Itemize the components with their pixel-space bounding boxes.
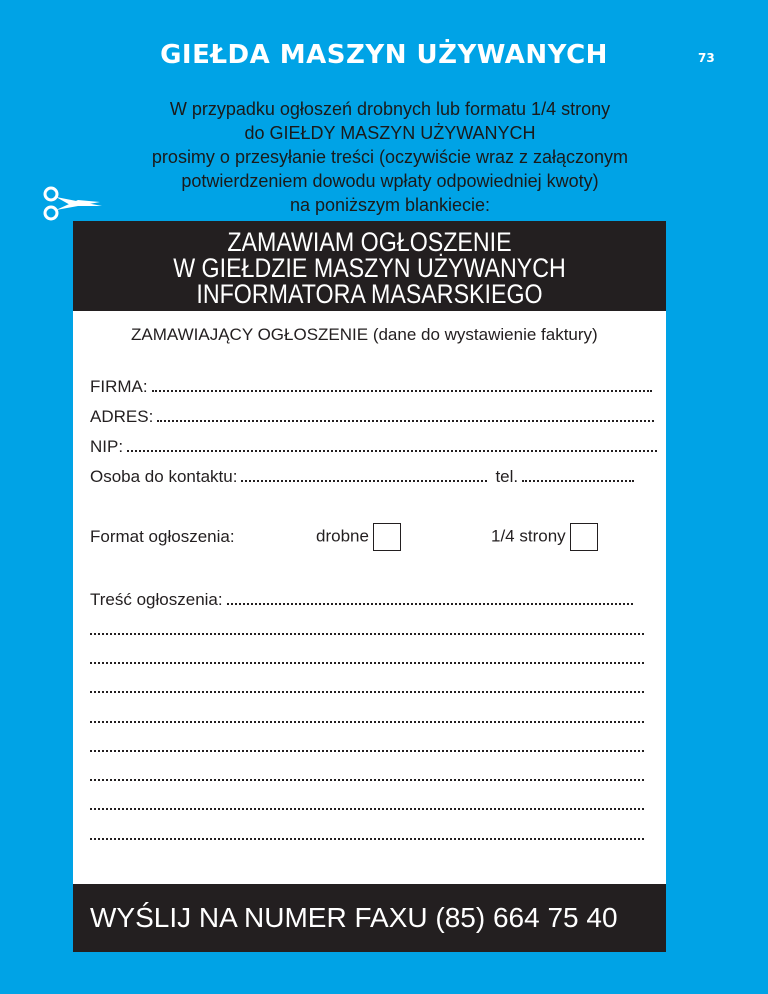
option-small-label: drobne — [316, 526, 369, 546]
firma-field[interactable] — [90, 377, 652, 397]
content-dotted-line — [227, 602, 633, 605]
intro-line: potwierdzeniem dowodu wpłaty odpowiedniej kwoty) — [181, 171, 599, 191]
option-small-checkbox[interactable] — [373, 523, 401, 551]
dotted-line — [90, 778, 644, 781]
form-header — [73, 221, 666, 311]
dotted-line — [90, 690, 644, 693]
form-header-line: W GIEŁDZIE MASZYN UŻYWANYCH — [173, 253, 566, 283]
dotted-line — [90, 807, 644, 810]
fax-instruction: WYŚLIJ NA NUMER FAXU (85) 664 75 40 — [90, 902, 618, 933]
contact-label: Osoba do kontaktu: — [90, 467, 238, 486]
order-form — [73, 221, 666, 952]
dotted-line — [90, 661, 644, 664]
scissors-icon — [42, 186, 104, 222]
contact-dotted-line — [241, 479, 487, 482]
content-line[interactable] — [90, 649, 644, 669]
content-line[interactable] — [90, 825, 644, 845]
content-line[interactable] — [90, 795, 644, 815]
intro-text — [60, 97, 720, 217]
intro-line: na poniższym blankiecie: — [289, 195, 491, 215]
fax-banner — [73, 884, 666, 952]
content-line[interactable] — [90, 737, 644, 757]
content-line[interactable] — [90, 620, 644, 640]
nip-label: NIP: — [90, 437, 124, 456]
option-quarter-label: 1/4 strony — [491, 526, 566, 546]
form-subheading: ZAMAWIAJĄCY OGŁOSZENIE (dane do wystawienie faktury) — [131, 325, 598, 344]
content-line[interactable] — [90, 708, 644, 728]
format-label: Format ogłoszenia: — [90, 527, 235, 546]
dotted-line — [90, 837, 644, 840]
form-header-line: ZAMAWIAM OGŁOSZENIE — [227, 227, 512, 257]
format-option-small[interactable] — [316, 523, 401, 551]
intro-line: prosimy o przesyłanie treści (oczywiście wraz z załączonym — [151, 147, 629, 167]
nip-dotted-line — [127, 449, 657, 452]
format-option-quarter[interactable] — [491, 523, 598, 551]
adres-label: ADRES: — [90, 407, 154, 426]
adres-field[interactable] — [90, 407, 654, 427]
content-field[interactable] — [90, 590, 633, 610]
tel-dotted-line — [522, 479, 634, 482]
firma-label: FIRMA: — [90, 377, 148, 396]
nip-field[interactable] — [90, 437, 657, 457]
dotted-line — [90, 749, 644, 752]
dotted-line — [90, 720, 644, 723]
tel-label: tel. — [495, 467, 519, 486]
content-line[interactable] — [90, 678, 644, 698]
intro-line: W przypadku ogłoszeń drobnych lub formatu 1/4 strony — [169, 99, 611, 119]
page-title: GIEŁDA MASZYN UŻYWANYCH — [160, 40, 608, 70]
contact-field[interactable] — [90, 467, 634, 487]
form-header-line: INFORMATORA MASARSKIEGO — [196, 279, 543, 309]
content-line[interactable] — [90, 766, 644, 786]
page-number: 73 — [698, 51, 715, 65]
firma-dotted-line — [152, 389, 652, 392]
option-quarter-checkbox[interactable] — [570, 523, 598, 551]
adres-dotted-line — [157, 419, 654, 422]
content-label: Treść ogłoszenia: — [90, 590, 223, 609]
intro-line: do GIEŁDY MASZYN UŻYWANYCH — [244, 123, 536, 143]
dotted-line — [90, 632, 644, 635]
